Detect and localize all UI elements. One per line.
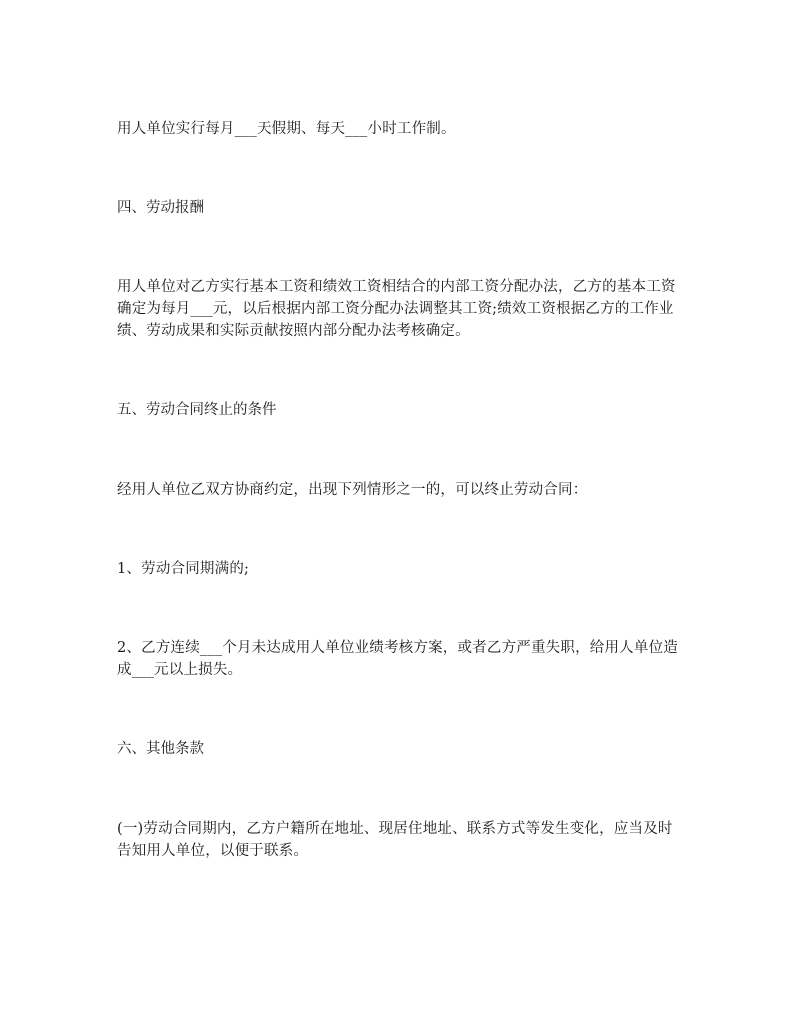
- other-terms-paragraph-1: (一)劳动合同期内，乙方户籍所在地址、现居住地址、联系方式等发生变化，应当及时告知用人单位，以便于联系。: [117, 821, 673, 859]
- section-heading-other-terms: 六、其他条款: [117, 741, 204, 757]
- termination-condition-2: 2、乙方连续___个月未达成用人单位业绩考核方案，或者乙方严重失职，给用人单位造成___元以上损失。: [117, 640, 678, 678]
- section-heading-termination: 五、劳动合同终止的条件: [117, 402, 277, 418]
- section-heading-remuneration: 四、劳动报酬: [117, 200, 204, 216]
- termination-intro-paragraph: 经用人单位乙双方协商约定，出现下列情形之一的，可以终止劳动合同：: [117, 482, 588, 498]
- remuneration-paragraph: 用人单位对乙方实行基本工资和绩效工资相结合的内部工资分配办法，乙方的基本工资确定为每月___元，以后根据内部工资分配办法调整其工资;绩效工资根据乙方的工作业绩、劳动成果和实际贡献按照内部分配办法考核确定。: [117, 279, 676, 339]
- termination-condition-1: 1、劳动合同期满的;: [117, 561, 250, 577]
- work-schedule-paragraph: 用人单位实行每月___天假期、每天___小时工作制。: [117, 121, 456, 137]
